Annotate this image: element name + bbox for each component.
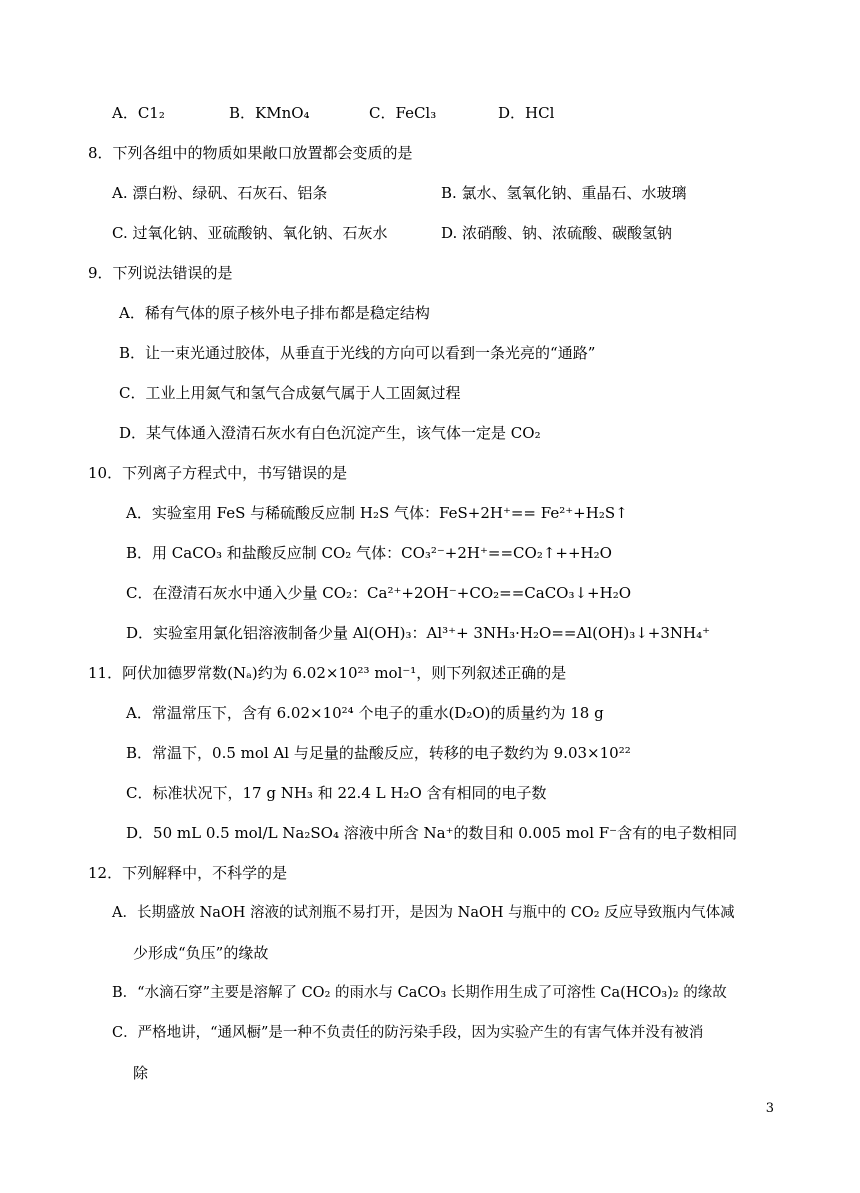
q9-stem: 9．下列说法错误的是	[88, 264, 233, 282]
q11-option-b: B．常温下，0.5 mol Al 与足量的盐酸反应，转移的电子数约为 9.03×10²²	[126, 744, 631, 762]
q8-option-a: A. 漂白粉、绿矾、石灰石、铝条	[112, 184, 328, 202]
q9-option-a: A．稀有气体的原子核外电子排布都是稳定结构	[119, 304, 430, 322]
q8-option-b: B. 氯水、氢氧化钠、重晶石、水玻璃	[441, 184, 687, 202]
q8-option-c: C. 过氧化钠、亚硫酸钠、氧化钠、石灰水	[112, 224, 388, 242]
q11-option-a: A．常温常压下，含有 6.02×10²⁴ 个电子的重水(D₂O)的质量约为 18 g	[126, 704, 604, 722]
q9-option-b: B．让一束光通过胶体，从垂直于光线的方向可以看到一条光亮的“通路”	[119, 344, 596, 362]
q11-option-c: C．标准状况下，17 g NH₃ 和 22.4 L H₂O 含有相同的电子数	[126, 784, 547, 802]
q12-option-a-line1: A．长期盛放 NaOH 溶液的试剂瓶不易打开，是因为 NaOH 与瓶中的 CO₂ 反应导致瓶内气体减	[112, 905, 735, 921]
q10-option-c: C．在澄清石灰水中通入少量 CO₂：Ca²⁺+2OH⁻+CO₂==CaCO₃↓+H₂O	[126, 584, 632, 602]
q10-option-d: D．实验室用氯化铝溶液制备少量 Al(OH)₃：Al³⁺+ 3NH₃·H₂O==Al(OH)₃↓+3NH₄⁺	[126, 624, 711, 642]
q12-option-a-line2: 少形成“负压”的缘故	[133, 944, 269, 962]
q7-option-b: B．KMnO₄	[229, 104, 310, 122]
q9-option-d: D．某气体通入澄清石灰水有白色沉淀产生，该气体一定是 CO₂	[119, 424, 541, 442]
q7-option-a: A．C1₂	[112, 104, 165, 122]
q8-option-d: D. 浓硝酸、钠、浓硫酸、碳酸氢钠	[441, 224, 673, 242]
q7-option-d: D．HCl	[498, 104, 555, 122]
q8-stem: 8．下列各组中的物质如果敞口放置都会变质的是	[88, 144, 413, 162]
q11-stem: 11．阿伏加德罗常数(Nₐ)约为 6.02×10²³ mol⁻¹，则下列叙述正确的是	[88, 664, 567, 682]
q12-stem: 12．下列解释中，不科学的是	[88, 864, 288, 882]
q10-stem: 10．下列离子方程式中，书写错误的是	[88, 464, 348, 482]
q10-option-b: B．用 CaCO₃ 和盐酸反应制 CO₂ 气体：CO₃²⁻+2H⁺==CO₂↑++H₂O	[126, 544, 612, 562]
q11-option-d: D．50 mL 0.5 mol/L Na₂SO₄ 溶液中所含 Na⁺的数目和 0.005 mol F⁻含有的电子数相同	[126, 824, 738, 842]
q7-option-c: C．FeCl₃	[369, 104, 437, 122]
q12-option-c-line2: 除	[133, 1064, 149, 1082]
q9-option-c: C．工业上用氮气和氢气合成氨气属于人工固氮过程	[119, 384, 461, 402]
q12-option-b: B．“水滴石穿”主要是溶解了 CO₂ 的雨水与 CaCO₃ 长期作用生成了可溶性 Ca(HCO₃)₂ 的缘故	[112, 985, 727, 1001]
q10-option-a: A．实验室用 FeS 与稀硫酸反应制 H₂S 气体：FeS+2H⁺== Fe²⁺+H₂S↑	[126, 504, 628, 522]
q12-option-c-line1: C．严格地讲，“通风橱”是一种不负责任的防污染手段，因为实验产生的有害气体并没有被消	[112, 1025, 704, 1041]
page-number: 3	[765, 1101, 774, 1116]
